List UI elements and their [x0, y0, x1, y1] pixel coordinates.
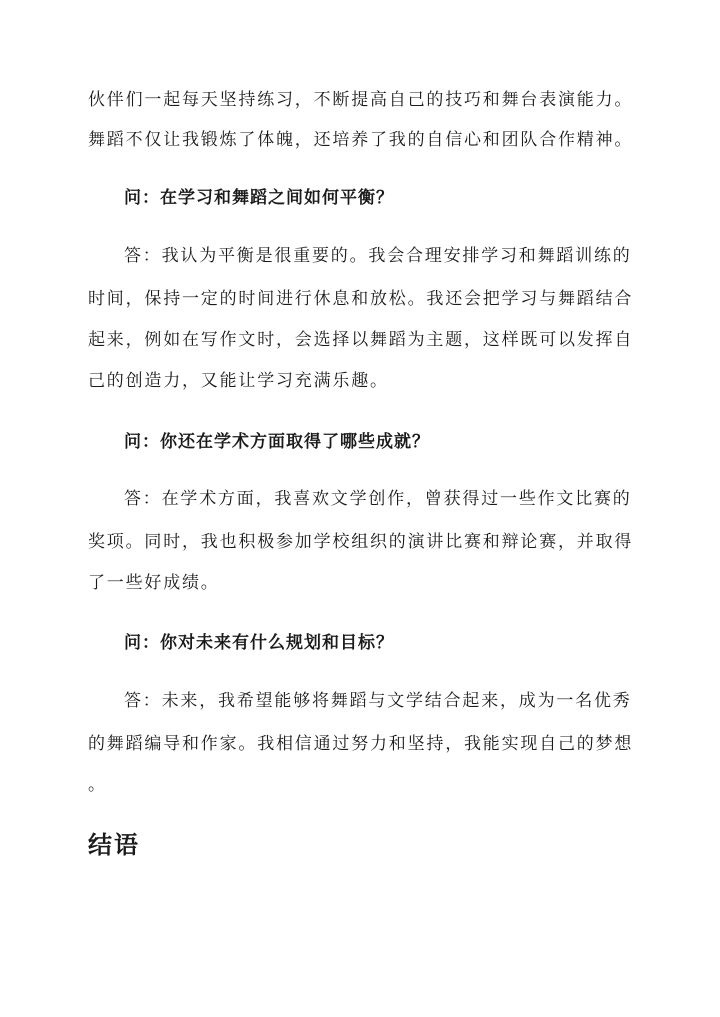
answer-text-line: 己的创造力，又能让学习充满乐趣。 [88, 371, 389, 391]
answer-text-line: 时间，保持一定的时间进行休息和放松。我还会把学习与舞蹈结合 [88, 289, 634, 309]
body-text-line: 舞蹈不仅让我锻炼了体魄，还培养了我的自信心和团队合作精神。 [88, 130, 634, 150]
question-heading: 问：你对未来有什么规划和目标？ [124, 633, 394, 653]
answer-text-line: 答：我认为平衡是很重要的。我会合理安排学习和舞蹈训练的 [124, 246, 632, 266]
section-heading-conclusion: 结语 [88, 830, 140, 859]
answer-text-line: 答：在学术方面，我喜欢文学创作，曾获得过一些作文比赛的 [124, 489, 632, 509]
question-heading: 问：你还在学术方面取得了哪些成就？ [124, 432, 430, 452]
body-text-line: 伙伴们一起每天坚持练习，不断提高自己的技巧和舞台表演能力。 [88, 90, 634, 110]
answer-text-line: 奖项。同时，我也积极参加学校组织的演讲比赛和辩论赛，并取得 [88, 532, 634, 552]
answer-text-line: 的舞蹈编导和作家。我相信通过努力和坚持，我能实现自己的梦想 [88, 734, 634, 754]
answer-text-line: 。 [88, 775, 107, 795]
answer-text-line: 起来，例如在写作文时，会选择以舞蹈为主题，这样既可以发挥自 [88, 330, 634, 350]
answer-text-line: 答：未来，我希望能够将舞蹈与文学结合起来，成为一名优秀 [124, 691, 632, 711]
question-heading: 问：在学习和舞蹈之间如何平衡？ [124, 188, 394, 208]
answer-text-line: 了一些好成绩。 [88, 573, 220, 593]
